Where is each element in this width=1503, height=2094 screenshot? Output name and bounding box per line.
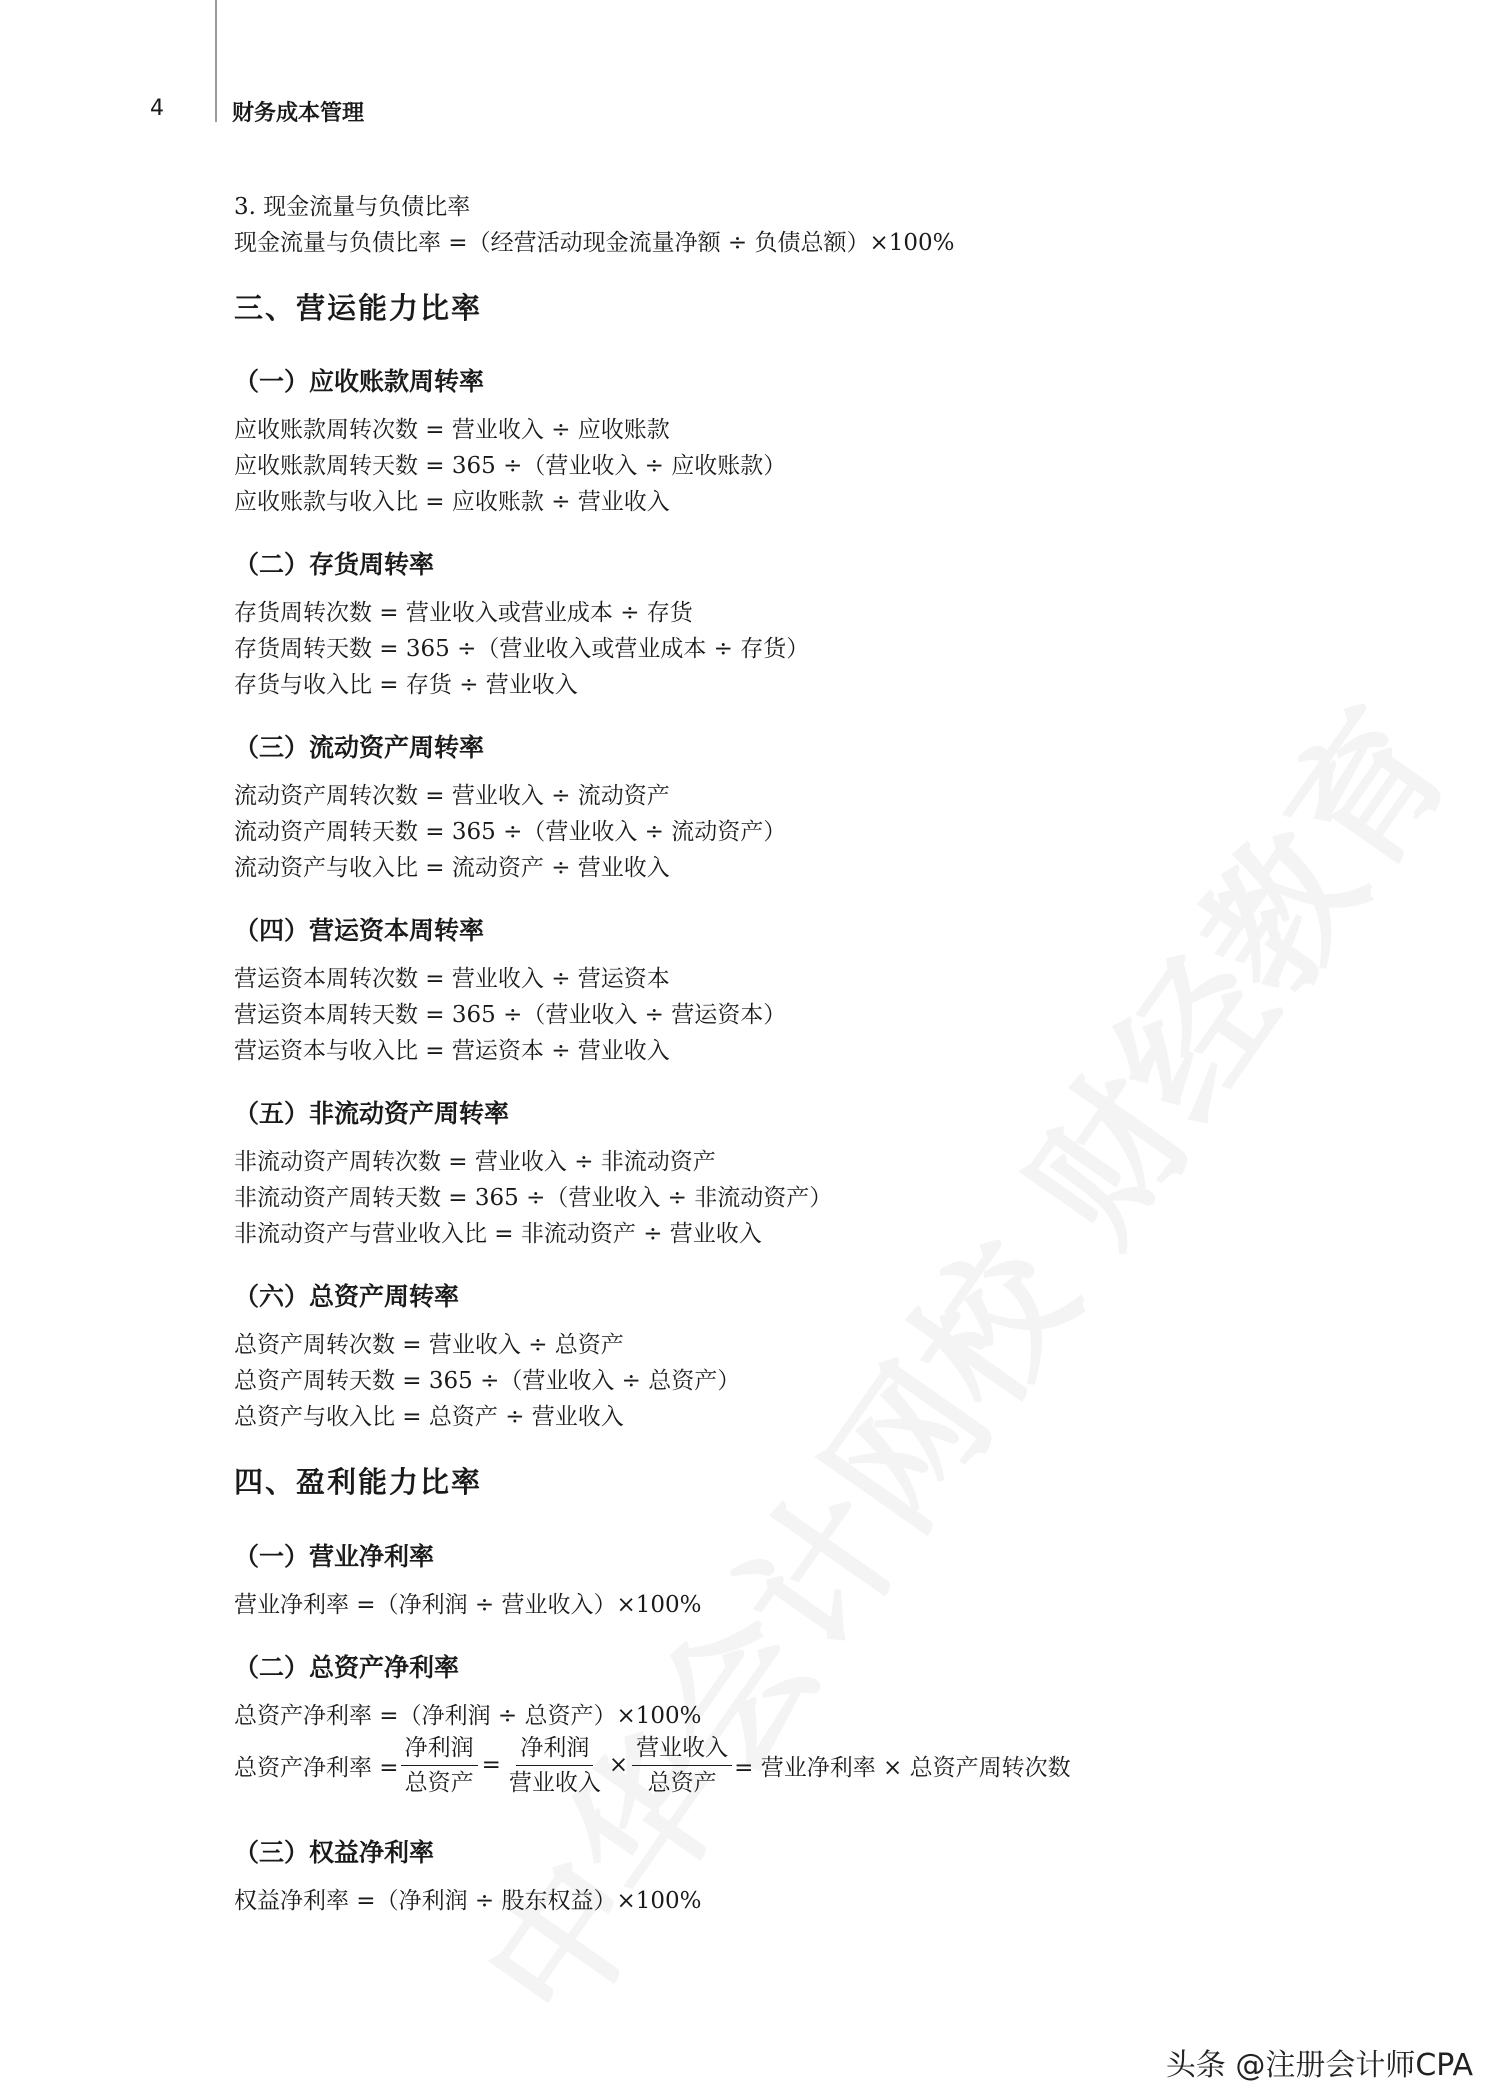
- multiply-sign: ×: [608, 1752, 629, 1778]
- formula-line: 总资产周转次数 = 营业收入 ÷ 总资产: [234, 1332, 624, 1358]
- formula-line: 流动资产周转天数 = 365 ÷（营业收入 ÷ 流动资产）: [234, 819, 787, 845]
- page-number: 4: [150, 96, 164, 121]
- formula-line: 总资产与收入比 = 总资产 ÷ 营业收入: [234, 1404, 624, 1430]
- formula-line: 存货与收入比 = 存货 ÷ 营业收入: [234, 672, 578, 698]
- fraction-numerator: 营业收入: [632, 1733, 732, 1766]
- fraction-numerator: 净利润: [516, 1733, 593, 1766]
- subsection-heading: （二）存货周转率: [234, 550, 435, 579]
- fraction: [401, 1733, 478, 1798]
- formula-line: 总资产净利率 =（净利润 ÷ 总资产）×100%: [234, 1703, 702, 1729]
- fraction: [505, 1733, 605, 1798]
- formula-line: 存货周转次数 = 营业收入或营业成本 ÷ 存货: [234, 600, 693, 626]
- formula-line: 非流动资产周转次数 = 营业收入 ÷ 非流动资产: [234, 1149, 716, 1175]
- running-title: 财务成本管理: [232, 101, 365, 126]
- item-heading: 3. 现金流量与负债比率: [234, 194, 471, 220]
- formula-lhs: 总资产净利率 =: [234, 1754, 399, 1781]
- formula-line: 营运资本与收入比 = 营运资本 ÷ 营业收入: [234, 1038, 670, 1064]
- formula-line: 总资产周转天数 = 365 ÷（营业收入 ÷ 总资产）: [234, 1368, 741, 1394]
- fraction-denominator: 营业收入: [508, 1769, 601, 1796]
- subsection-heading: （二）总资产净利率: [234, 1653, 460, 1682]
- formula-line: 流动资产与收入比 = 流动资产 ÷ 营业收入: [234, 855, 670, 881]
- source-watermark: 头条 @注册会计师CPA: [1165, 2048, 1473, 2083]
- section-heading-profitability: 四、盈利能力比率: [234, 1465, 483, 1499]
- formula-line: 非流动资产周转天数 = 365 ÷（营业收入 ÷ 非流动资产）: [234, 1185, 833, 1211]
- fraction: [632, 1733, 732, 1798]
- section-heading-operating: 三、营运能力比率: [234, 291, 483, 325]
- formula-line: 应收账款周转天数 = 365 ÷（营业收入 ÷ 应收账款）: [234, 453, 787, 479]
- subsection-heading: （六）总资产周转率: [234, 1282, 460, 1311]
- fraction-denominator: 总资产: [404, 1769, 474, 1796]
- subsection-heading: （四）营运资本周转率: [234, 916, 485, 945]
- formula-rhs: = 营业净利率 × 总资产周转次数: [734, 1754, 1071, 1781]
- equals-sign: =: [481, 1752, 501, 1778]
- formula-line: 营运资本周转天数 = 365 ÷（营业收入 ÷ 营运资本）: [234, 1002, 787, 1028]
- formula-line: 存货周转天数 = 365 ÷（营业收入或营业成本 ÷ 存货）: [234, 636, 810, 662]
- fraction-numerator: 净利润: [401, 1733, 478, 1766]
- subsection-heading: （一）营业净利率: [234, 1542, 435, 1571]
- roa-decomposition-formula: [234, 1730, 1071, 1800]
- formula-line: 营运资本周转次数 = 营业收入 ÷ 营运资本: [234, 966, 670, 992]
- formula-line: 权益净利率 =（净利润 ÷ 股东权益）×100%: [234, 1888, 702, 1914]
- header-divider: [215, 0, 217, 122]
- formula-line: 流动资产周转次数 = 营业收入 ÷ 流动资产: [234, 783, 670, 809]
- subsection-heading: （三）流动资产周转率: [234, 733, 485, 762]
- subsection-heading: （三）权益净利率: [234, 1838, 435, 1867]
- formula-line: 营业净利率 =（净利润 ÷ 营业收入）×100%: [234, 1592, 702, 1618]
- formula-line: 非流动资产与营业收入比 = 非流动资产 ÷ 营业收入: [234, 1221, 762, 1247]
- formula-line: 应收账款与收入比 = 应收账款 ÷ 营业收入: [234, 489, 670, 515]
- formula-line: 应收账款周转次数 = 营业收入 ÷ 应收账款: [234, 417, 670, 443]
- subsection-heading: （五）非流动资产周转率: [234, 1099, 510, 1128]
- formula-line: 现金流量与负债比率 =（经营活动现金流量净额 ÷ 负债总额）×100%: [234, 230, 955, 256]
- subsection-heading: （一）应收账款周转率: [234, 367, 485, 396]
- fraction-denominator: 总资产: [647, 1769, 717, 1796]
